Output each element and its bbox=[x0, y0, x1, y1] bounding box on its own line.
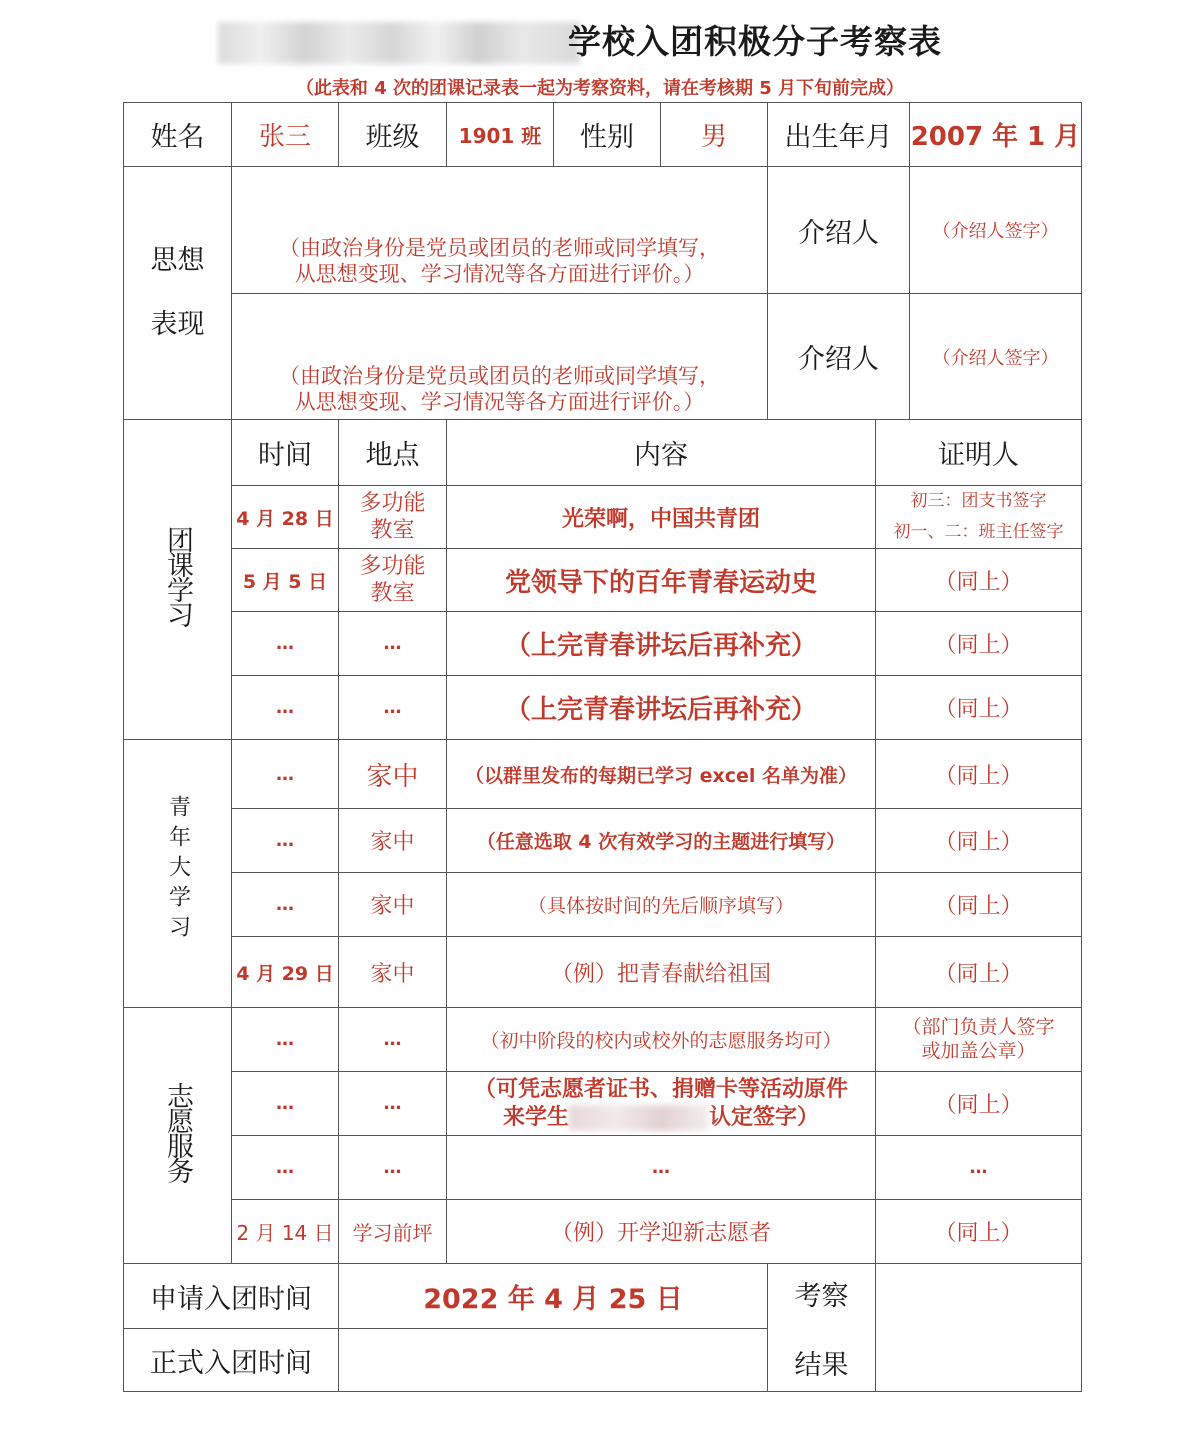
place-field[interactable]: 家中 bbox=[339, 937, 447, 1008]
time-field[interactable]: … bbox=[232, 1136, 339, 1200]
blurred-text bbox=[569, 1105, 709, 1131]
witness-field[interactable]: （同上） bbox=[876, 740, 1082, 809]
place-field[interactable]: … bbox=[339, 1072, 447, 1136]
instruction-line: 从思想变现、学习情况等各方面进行评价。） bbox=[294, 389, 705, 414]
lesson-row bbox=[124, 549, 1082, 612]
volunteer-row bbox=[124, 1136, 1082, 1200]
lesson-header-row bbox=[124, 420, 1082, 486]
lesson-row bbox=[124, 486, 1082, 549]
volunteer-row bbox=[124, 1200, 1082, 1264]
volunteer-row bbox=[124, 1072, 1082, 1136]
referrer-label: 介绍人 bbox=[768, 167, 910, 294]
gender-field[interactable]: 男 bbox=[661, 103, 768, 167]
instruction-line: （由政治身份是党员或团员的老师或同学填写， bbox=[279, 363, 720, 388]
place-field[interactable]: … bbox=[339, 1008, 447, 1072]
referrer-label: 介绍人 bbox=[768, 294, 910, 420]
apply-time-field[interactable]: 2022 年 4 月 25 日 bbox=[339, 1264, 768, 1329]
volunteer-row bbox=[124, 1008, 1082, 1072]
time-field[interactable]: 4 月 29 日 bbox=[232, 937, 339, 1008]
class-field[interactable]: 1901 班 bbox=[447, 103, 554, 167]
column-header-witness: 证明人 bbox=[876, 420, 1082, 486]
time-field[interactable]: … bbox=[232, 809, 339, 873]
witness-field[interactable]: （同上） bbox=[876, 676, 1082, 740]
thought-row-1 bbox=[124, 167, 1082, 294]
result-label-line: 考察 bbox=[794, 1280, 849, 1312]
content-fragment: 认定签字） bbox=[709, 1104, 820, 1130]
volunteer-section-label: 志愿服务 bbox=[124, 1008, 232, 1264]
witness-field[interactable]: （同上） bbox=[876, 612, 1082, 676]
content-field[interactable]: （上完青春讲坛后再补充） bbox=[447, 612, 876, 676]
content-field[interactable]: （例）开学迎新志愿者 bbox=[447, 1200, 876, 1264]
thought-evaluation-field[interactable] bbox=[232, 167, 768, 294]
witness-field[interactable] bbox=[876, 486, 1082, 549]
place-field[interactable]: 家中 bbox=[339, 809, 447, 873]
instruction-line: 从思想变现、学习情况等各方面进行评价。） bbox=[294, 261, 705, 286]
youth-row bbox=[124, 740, 1082, 809]
name-field[interactable]: 张三 bbox=[232, 103, 339, 167]
place-field[interactable]: 家中 bbox=[339, 873, 447, 937]
basic-info-row bbox=[124, 103, 1082, 167]
content-line: （可凭志愿者证书、捐赠卡等活动原件 bbox=[473, 1077, 848, 1102]
time-field[interactable]: 2 月 14 日 bbox=[232, 1200, 339, 1264]
blurred-school-name bbox=[218, 22, 580, 64]
content-line bbox=[447, 1104, 875, 1132]
place-line: 教室 bbox=[370, 518, 415, 543]
thought-row-2 bbox=[124, 294, 1082, 420]
time-field[interactable]: … bbox=[232, 676, 339, 740]
content-field[interactable]: （以群里发布的每期已学习 excel 名单为准） bbox=[447, 740, 876, 809]
content-field[interactable]: （初中阶段的校内或校外的志愿服务均可） bbox=[447, 1008, 876, 1072]
place-line: 教室 bbox=[370, 581, 415, 606]
result-field[interactable] bbox=[876, 1264, 1082, 1392]
content-field[interactable]: （上完青春讲坛后再补充） bbox=[447, 676, 876, 740]
time-field[interactable]: … bbox=[232, 612, 339, 676]
time-field[interactable]: 4 月 28 日 bbox=[232, 486, 339, 549]
result-label bbox=[768, 1264, 876, 1392]
content-field[interactable]: … bbox=[447, 1136, 876, 1200]
lesson-row bbox=[124, 676, 1082, 740]
thought-evaluation-field[interactable] bbox=[232, 294, 768, 420]
witness-line: 初三：团支书签字 bbox=[910, 491, 1047, 512]
class-label: 班级 bbox=[339, 103, 447, 167]
witness-line: （部门负责人签字 bbox=[902, 1015, 1055, 1038]
content-field[interactable] bbox=[447, 1072, 876, 1136]
formal-time-label: 正式入团时间 bbox=[124, 1329, 339, 1392]
witness-field[interactable]: （同上） bbox=[876, 1200, 1082, 1264]
place-field[interactable] bbox=[339, 549, 447, 612]
time-field[interactable]: 5 月 5 日 bbox=[232, 549, 339, 612]
apply-time-row bbox=[124, 1264, 1082, 1329]
youth-row bbox=[124, 873, 1082, 937]
birth-label: 出生年月 bbox=[768, 103, 910, 167]
thought-label-line2: 表现 bbox=[150, 309, 205, 340]
evaluation-form-table bbox=[123, 102, 1082, 1392]
place-field[interactable]: … bbox=[339, 1136, 447, 1200]
time-field[interactable]: … bbox=[232, 1008, 339, 1072]
formal-time-field[interactable] bbox=[339, 1329, 768, 1392]
place-field[interactable]: … bbox=[339, 612, 447, 676]
witness-line: 初一、二：班主任签字 bbox=[893, 522, 1064, 542]
lesson-row bbox=[124, 612, 1082, 676]
column-header-place: 地点 bbox=[339, 420, 447, 486]
witness-field[interactable] bbox=[876, 1008, 1082, 1072]
time-field[interactable]: … bbox=[232, 873, 339, 937]
column-header-content: 内容 bbox=[447, 420, 876, 486]
content-field[interactable]: （任意选取 4 次有效学习的主题进行填写） bbox=[447, 809, 876, 873]
witness-field[interactable]: （同上） bbox=[876, 809, 1082, 873]
content-field[interactable]: 党领导下的百年青春运动史 bbox=[447, 549, 876, 612]
lesson-section-label: 团课学习 bbox=[124, 420, 232, 740]
referrer-signature-field[interactable]: （介绍人签字） bbox=[910, 167, 1082, 294]
thought-label-line1: 思想 bbox=[150, 245, 205, 277]
content-fragment: 来学生 bbox=[502, 1104, 569, 1130]
place-line: 多功能 bbox=[359, 553, 426, 579]
referrer-signature-field[interactable]: （介绍人签字） bbox=[910, 294, 1082, 420]
witness-field[interactable]: （同上） bbox=[876, 937, 1082, 1008]
gender-label: 性别 bbox=[554, 103, 661, 167]
time-field[interactable]: … bbox=[232, 1072, 339, 1136]
place-field[interactable] bbox=[339, 486, 447, 549]
name-label: 姓名 bbox=[124, 103, 232, 167]
place-line: 多功能 bbox=[359, 490, 426, 516]
youth-row bbox=[124, 937, 1082, 1008]
place-field[interactable]: 家中 bbox=[339, 740, 447, 809]
result-label-line: 结果 bbox=[794, 1349, 849, 1381]
time-field[interactable]: … bbox=[232, 740, 339, 809]
birth-field[interactable]: 2007 年 1 月 bbox=[910, 103, 1082, 167]
youth-row bbox=[124, 809, 1082, 873]
witness-field[interactable]: （同上） bbox=[876, 873, 1082, 937]
content-field[interactable]: （具体按时间的先后顺序填写） bbox=[447, 873, 876, 937]
column-header-time: 时间 bbox=[232, 420, 339, 486]
witness-field[interactable]: （同上） bbox=[876, 1072, 1082, 1136]
page-subtitle: （此表和 4 次的团课记录表一起为考察资料，请在考核期 5 月下旬前完成） bbox=[295, 78, 905, 99]
apply-time-label: 申请入团时间 bbox=[124, 1264, 339, 1329]
witness-line: 或加盖公章） bbox=[921, 1039, 1036, 1062]
place-field[interactable]: 学习前坪 bbox=[339, 1200, 447, 1264]
content-field[interactable]: 光荣啊，中国共青团 bbox=[447, 486, 876, 549]
place-field[interactable]: … bbox=[339, 676, 447, 740]
instruction-line: （由政治身份是党员或团员的老师或同学填写， bbox=[279, 235, 720, 260]
title-row bbox=[0, 14, 1200, 70]
content-field[interactable]: （例）把青春献给祖国 bbox=[447, 937, 876, 1008]
witness-field[interactable]: … bbox=[876, 1136, 1082, 1200]
thought-section-label bbox=[124, 167, 232, 420]
witness-field[interactable]: （同上） bbox=[876, 549, 1082, 612]
page-title: 学校入团积极分子考察表 bbox=[568, 22, 942, 61]
youth-section-label: 青年大学习 bbox=[124, 740, 232, 1008]
